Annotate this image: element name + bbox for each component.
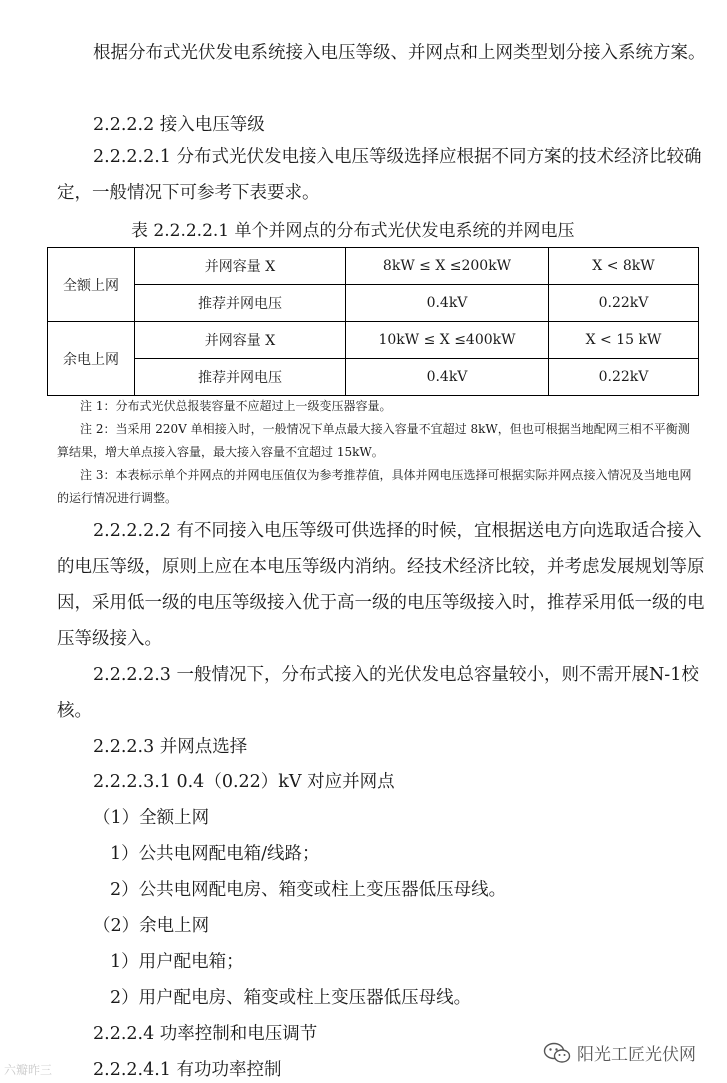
heading-2224: 2.2.2.4 功率控制和电压调节 <box>93 1024 318 1044</box>
table-cell: 0.4kV <box>346 285 549 322</box>
table-note-2: 注 2：当采用 220V 单相接入时，一般情况下单点最大接入容量不宜超过 8kW，但也可根据当地配网三相不平衡测算结果，增大单点接入容量，最大接入容量不宜超过 15kW。 <box>57 422 690 459</box>
table-cell: 推荐并网电压 <box>135 285 346 322</box>
type-cell: 全额上网 <box>48 248 135 322</box>
list-item: 1）公共电网配电箱/线路； <box>110 844 320 864</box>
table-caption: 表 2.2.2.2.1 单个并网点的分布式光伏发电系统的并网电压 <box>131 221 575 241</box>
table-cell: 8kW ≤ X ≤200kW <box>346 248 549 285</box>
table-cell: 10kW ≤ X ≤400kW <box>346 322 549 359</box>
list-item: 2）公共电网配电房、箱变或柱上变压器低压母线。 <box>110 880 507 900</box>
table-note-1: 注 1：分布式光伏总报装容量不应超过上一级变压器容量。 <box>80 399 392 413</box>
heading-2223: 2.2.2.3 并网点选择 <box>93 737 248 757</box>
table-row <box>48 248 699 285</box>
table-note-3: 注 3：本表标示单个并网点的并网电压值仅为参考推荐值，具体并网电压选择可根据实际并网点接入情况及当地电网的运行情况进行调整。 <box>57 468 692 505</box>
table-cell: 0.22kV <box>549 359 699 396</box>
group-heading-full-grid: （1）全额上网 <box>93 808 210 828</box>
table-row <box>48 359 699 396</box>
paragraph-22223: 2.2.2.2.3 一般情况下，分布式接入的光伏发电总容量较小，则不需开展N-1校核。 <box>57 665 699 721</box>
heading-2222: 2.2.2.2 接入电压等级 <box>93 115 265 135</box>
intro-paragraph: 根据分布式光伏发电系统接入电压等级、并网点和上网类型划分接入系统方案。 <box>93 43 706 63</box>
watermark-left: 六瓣昨三 <box>4 1063 53 1077</box>
paragraph-22222: 2.2.2.2.2 有不同接入电压等级可供选择的时候，宜根据送电方向选取适合接入的电压等级，原则上应在本电压等级内消纳。经技术经济比较，并考虑发展规划等原因，采用低一级的电压等级接入优于高一级的电压等级接入时，推荐采用低一级的电压等级接入。 <box>57 521 705 649</box>
table-cell: 0.4kV <box>346 359 549 396</box>
type-cell: 余电上网 <box>48 322 135 396</box>
table-row <box>48 285 699 322</box>
heading-22231: 2.2.2.3.1 0.4（0.22）kV 对应并网点 <box>93 772 395 792</box>
table-cell: 0.22kV <box>549 285 699 322</box>
paragraph-22221: 2.2.2.2.1 分布式光伏发电接入电压等级选择应根据不同方案的技术经济比较确定，一般情况下可参考下表要求。 <box>57 147 702 203</box>
watermark-right <box>543 1040 696 1065</box>
heading-22241: 2.2.2.4.1 有功功率控制 <box>93 1060 282 1080</box>
table-cell: 并网容量 X <box>135 322 346 359</box>
list-item: 2）用户配电房、箱变或柱上变压器低压母线。 <box>110 988 472 1008</box>
group-heading-surplus-grid: （2）余电上网 <box>93 916 210 936</box>
table-cell: 并网容量 X <box>135 248 346 285</box>
wechat-icon <box>543 1042 571 1064</box>
table-row <box>48 322 699 359</box>
voltage-table <box>47 247 699 396</box>
table-cell: X < 8kW <box>549 248 699 285</box>
table-cell: 推荐并网电压 <box>135 359 346 396</box>
table-cell: X < 15 kW <box>549 322 699 359</box>
list-item: 1）用户配电箱； <box>110 952 244 972</box>
watermark-right-text: 阳光工匠光伏网 <box>577 1045 696 1065</box>
